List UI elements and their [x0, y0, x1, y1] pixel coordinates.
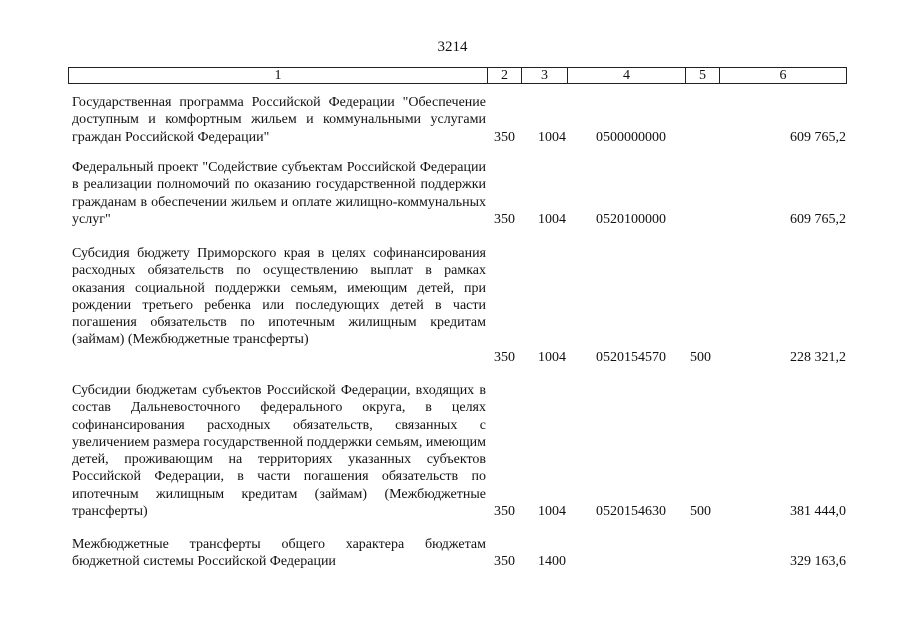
row-description: Субсидия бюджету Приморского края в целях софинансирования расходных обязательств по осуществлению выплат в рамках оказания социальной поддержки семьям, имеющим детей, при рождении третьего ребенка или последующих детей в части погашения обязательств по ипотечным жилищным кредитам (займам) (Межбюджетные трансферты): [72, 246, 486, 348]
column-header-1: 1: [274, 68, 282, 83]
row-col-4: 0500000000: [596, 129, 666, 145]
row-col-5: 500: [690, 504, 711, 520]
row-description: Межбюджетные трансферты общего характера бюджетам бюджетной системы Российской Федерации: [72, 537, 486, 570]
row-col-3: 1004: [538, 211, 566, 227]
page-number: 3214: [437, 39, 468, 55]
row-description: Субсидии бюджетам субъектов Российской Федерации, входящих в состав Дальневосточного федерального округа, в целях софинансирования расходных обязательств, связанных с увеличением размера государственной поддержки семьям, имеющим детей, проживающим на территориях указанных субъектов Российской Федерации, в части погашения обязательств по ипотечным жилищным кредитам (займам) (Межбюджетные трансферты): [72, 383, 486, 520]
row-col-6: 329 163,6: [790, 554, 846, 570]
row-description: Федеральный проект "Содействие субъектам Российской Федерации в реализации полномочий по оказанию государственной поддержки гражданам в обеспечении жильем и оплате жилищно-коммунальных услуг": [72, 160, 486, 227]
row-col-2: 350: [494, 129, 515, 145]
row-col-3: 1400: [538, 554, 566, 570]
row-col-5: 500: [690, 349, 711, 365]
row-col-6: 228 321,2: [790, 349, 846, 365]
column-header-2: 2: [487, 68, 521, 83]
column-header-3: 3: [521, 68, 567, 83]
row-description: Государственная программа Российской Федерации "Обеспечение доступным и комфортным жильем и коммунальными услугами граждан Российской Федерации": [72, 95, 486, 145]
row-col-2: 350: [494, 211, 515, 227]
row-col-3: 1004: [538, 129, 566, 145]
row-col-3: 1004: [538, 349, 566, 365]
row-col-6: 609 765,2: [790, 129, 846, 145]
column-header-4: 4: [567, 68, 685, 83]
column-header-6: 6: [719, 68, 846, 83]
row-col-4: 0520154570: [596, 349, 666, 365]
row-col-3: 1004: [538, 504, 566, 520]
row-col-2: 350: [494, 554, 515, 570]
table-header: [68, 67, 847, 84]
row-col-4: 0520100000: [596, 211, 666, 227]
row-col-6: 609 765,2: [790, 211, 846, 227]
column-header-5: 5: [685, 68, 719, 83]
row-col-2: 350: [494, 349, 515, 365]
row-col-4: 0520154630: [596, 504, 666, 520]
row-col-2: 350: [494, 504, 515, 520]
row-col-6: 381 444,0: [790, 504, 846, 520]
